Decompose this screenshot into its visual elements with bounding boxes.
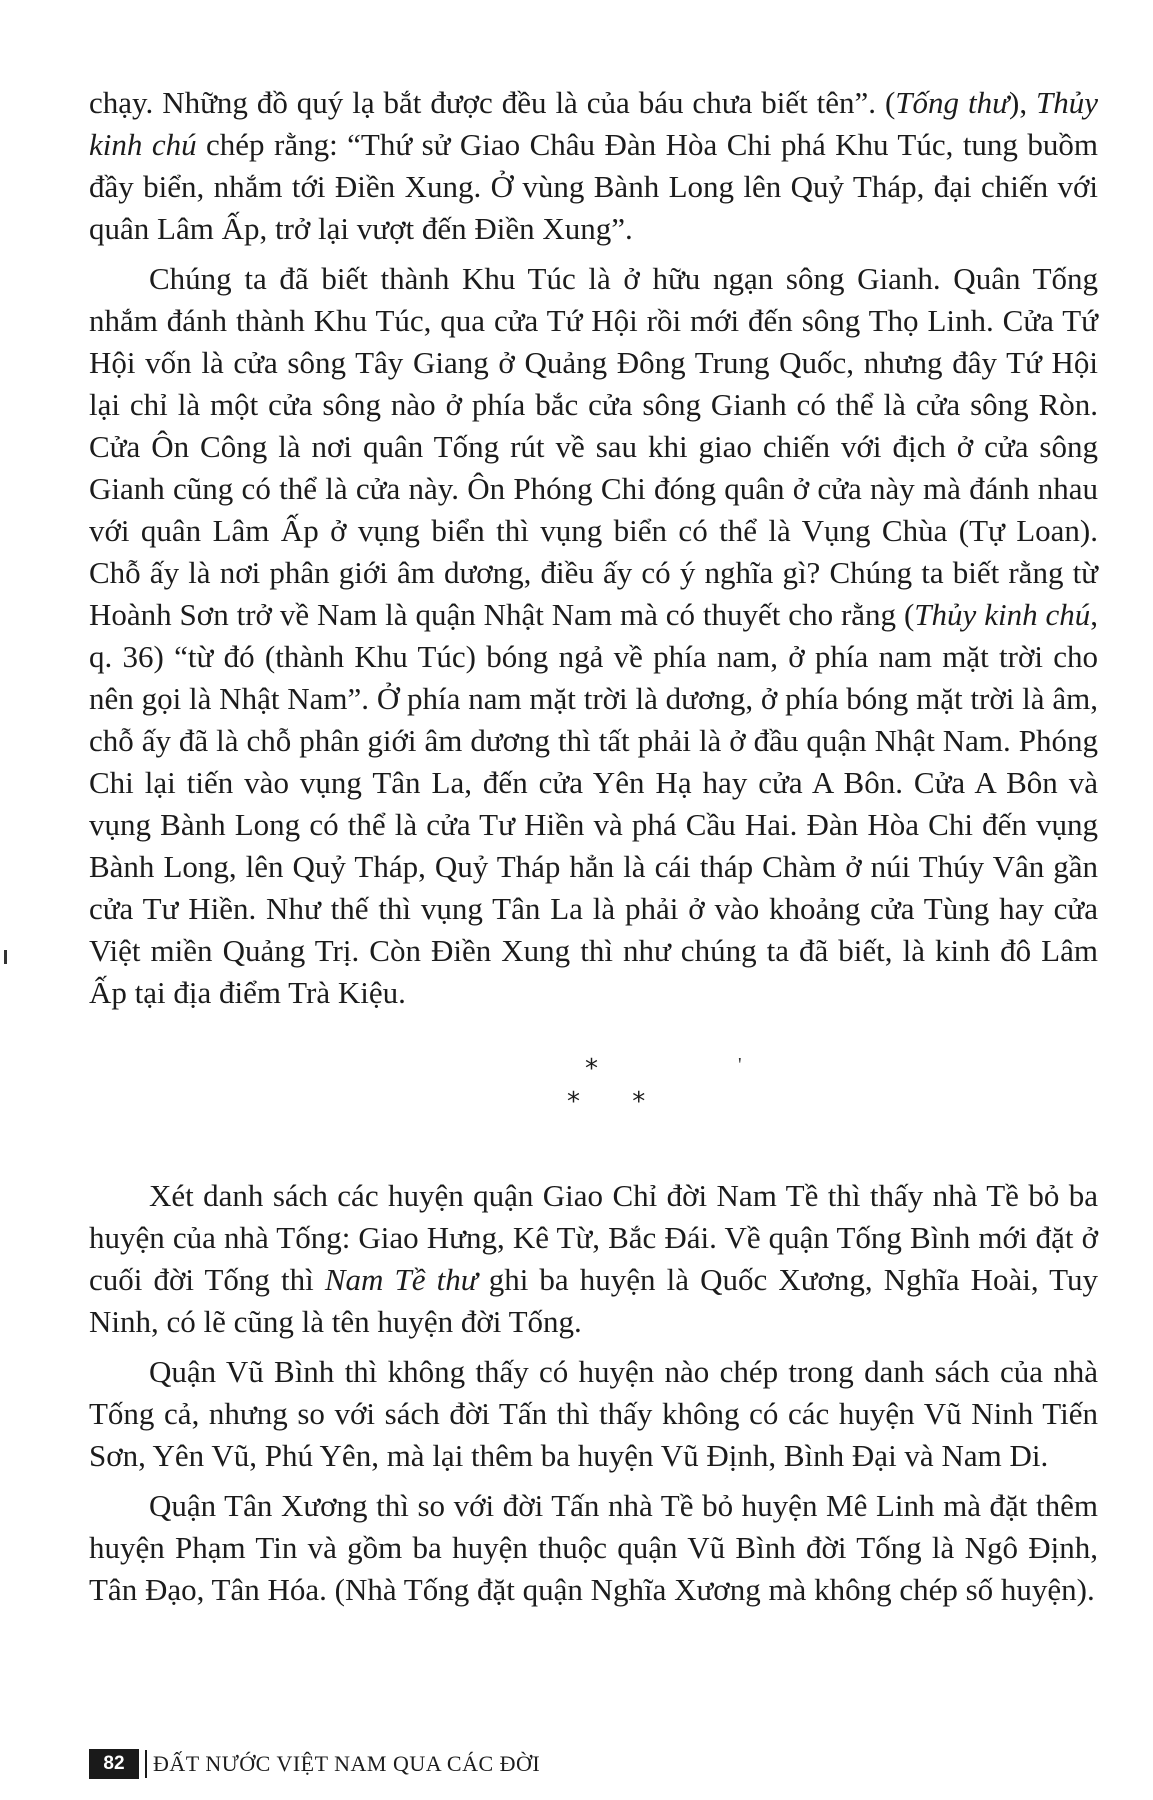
paragraph-1-text-b: ), bbox=[1009, 85, 1037, 120]
paragraph-1 bbox=[89, 82, 1098, 250]
section-1 bbox=[89, 82, 1098, 1022]
paragraph-4: Quận Vũ Bình thì không thấy có huyện nào chép trong danh sách của nhà Tống cả, nhưng so với sách đời Tấn thì thấy không có các huyện Vũ Ninh Tiến Sơn, Yên Vũ, Phú Yên, mà lại thêm ba huyện Vũ Định, Bình Đại và Nam Di. bbox=[89, 1354, 1098, 1473]
scan-edge-mark bbox=[4, 950, 7, 964]
scan-tick-mark: ' bbox=[738, 1054, 742, 1076]
paragraph-2 bbox=[89, 258, 1098, 1014]
paragraph-5: Quận Tân Xương thì so với đời Tấn nhà Tề bỏ huyện Mê Linh mà đặt thêm huyện Phạm Tin và gồm ba huyện thuộc quận Vũ Bình đời Tống là Ngô Định, Tân Đạo, Tân Hóa. (Nhà Tống đặt quận Nghĩa Xương mà không chép số huyện). bbox=[89, 1488, 1098, 1607]
paragraph-3-text-b: ghi ba huyện là Quốc Xương, Nghĩa Hoài, Tuy Ninh, có lẽ cũng là tên huyện đời Tống. bbox=[89, 1262, 1099, 1339]
separator-star-top: * bbox=[585, 1054, 598, 1084]
paragraph-2-text-a: Chúng ta đã biết thành Khu Túc là ở hữu ngạn sông Gianh. Quân Tống nhắm đánh thành Khu Túc, qua cửa Tứ Hội rồi mới đến sông Thọ Linh. Cửa Tứ Hội vốn là cửa sông Tây Giang ở Quảng Đông Trung Quốc, nhưng đây Tứ Hội lại chỉ là một cửa sông nào ở phía bắc cửa sông Gianh có thể là cửa sông Ròn. Cửa Ôn Công là nơi quân Tống rút về sau khi giao chiến với địch ở cửa sông Gianh cũng có thể là cửa này. Ôn Phóng Chi đóng quân ở cửa này mà đánh nhau với quân Lâm Ấp ở vụng biển thì vụng biển có thể là Vụng Chùa (Tự Loan). Chỗ ấy là nơi phân giới âm dương, điều ấy có ý nghĩa gì? Chúng ta biết rằng từ Hoành Sơn trở về Nam là quận Nhật Nam mà có thuyết cho rằng ( bbox=[89, 261, 1098, 632]
citation-thuy-kinh-chu: Thủy kinh chú bbox=[89, 85, 1099, 162]
separator-star-bottom: * * bbox=[567, 1087, 668, 1117]
citation-thuy-kinh-chu-2: Thủy kinh chú bbox=[914, 597, 1091, 632]
page-number: 82 bbox=[89, 1749, 139, 1779]
citation-tong-thu: Tống thư bbox=[895, 85, 1009, 120]
paragraph-3 bbox=[89, 1175, 1098, 1343]
citation-nam-te-thu: Nam Tề thư bbox=[324, 1262, 478, 1297]
footer-divider bbox=[145, 1750, 147, 1778]
paragraph-1-text-c: chép rằng: “Thứ sử Giao Châu Đàn Hòa Chi phá Khu Túc, tung buồm đầy biển, nhắm tới Điền Xung. Ở vùng Bành Long lên Quỷ Tháp, đại chiến với quân Lâm Ấp, trở lại vượt đến Điền Xung”. bbox=[89, 127, 1098, 246]
page-footer bbox=[89, 1748, 540, 1780]
paragraph-3-text-a: Xét danh sách các huyện quận Giao Chỉ đời Nam Tề thì thấy nhà Tề bỏ ba huyện của nhà Tống: Giao Hưng, Kê Từ, Bắc Đái. Về quận Tống Bình mới đặt ở cuối đời Tống thì bbox=[89, 1178, 1098, 1297]
paragraph-1-text-a: chạy. Những đồ quý lạ bắt được đều là của báu chưa biết tên”. ( bbox=[89, 85, 896, 120]
paragraph-2-text-b: , q. 36) “từ đó (thành Khu Túc) bóng ngả về phía nam, ở phía nam mặt trời cho nên gọi là Nhật Nam”. Ở phía nam mặt trời là dương, ở phía bóng mặt trời là âm, chỗ ấy đã là chỗ phân giới âm dương thì tất phải là ở đầu quận Nhật Nam. Phóng Chi lại tiến vào vụng Tân La, đến cửa Yên Hạ hay cửa A Bôn. Cửa A Bôn và vụng Bành Long có thể là cửa Tư Hiền và phá Cầu Hai. Đàn Hòa Chi đến vụng Bành Long, lên Quỷ Tháp, Quỷ Tháp hẳn là cái tháp Chàm ở núi Thúy Vân gần cửa Tư Hiền. Như thế thì vụng Tân La là phải ở vào khoảng cửa Tùng hay cửa Việt miền Quảng Trị. Còn Điền Xung thì như chúng ta đã biết, là kinh đô Lâm Ấp tại địa điểm Trà Kiệu. bbox=[89, 597, 1098, 1010]
section-2 bbox=[89, 1175, 1098, 1619]
book-title: ĐẤT NƯỚC VIỆT NAM QUA CÁC ĐỜI bbox=[153, 1751, 541, 1776]
